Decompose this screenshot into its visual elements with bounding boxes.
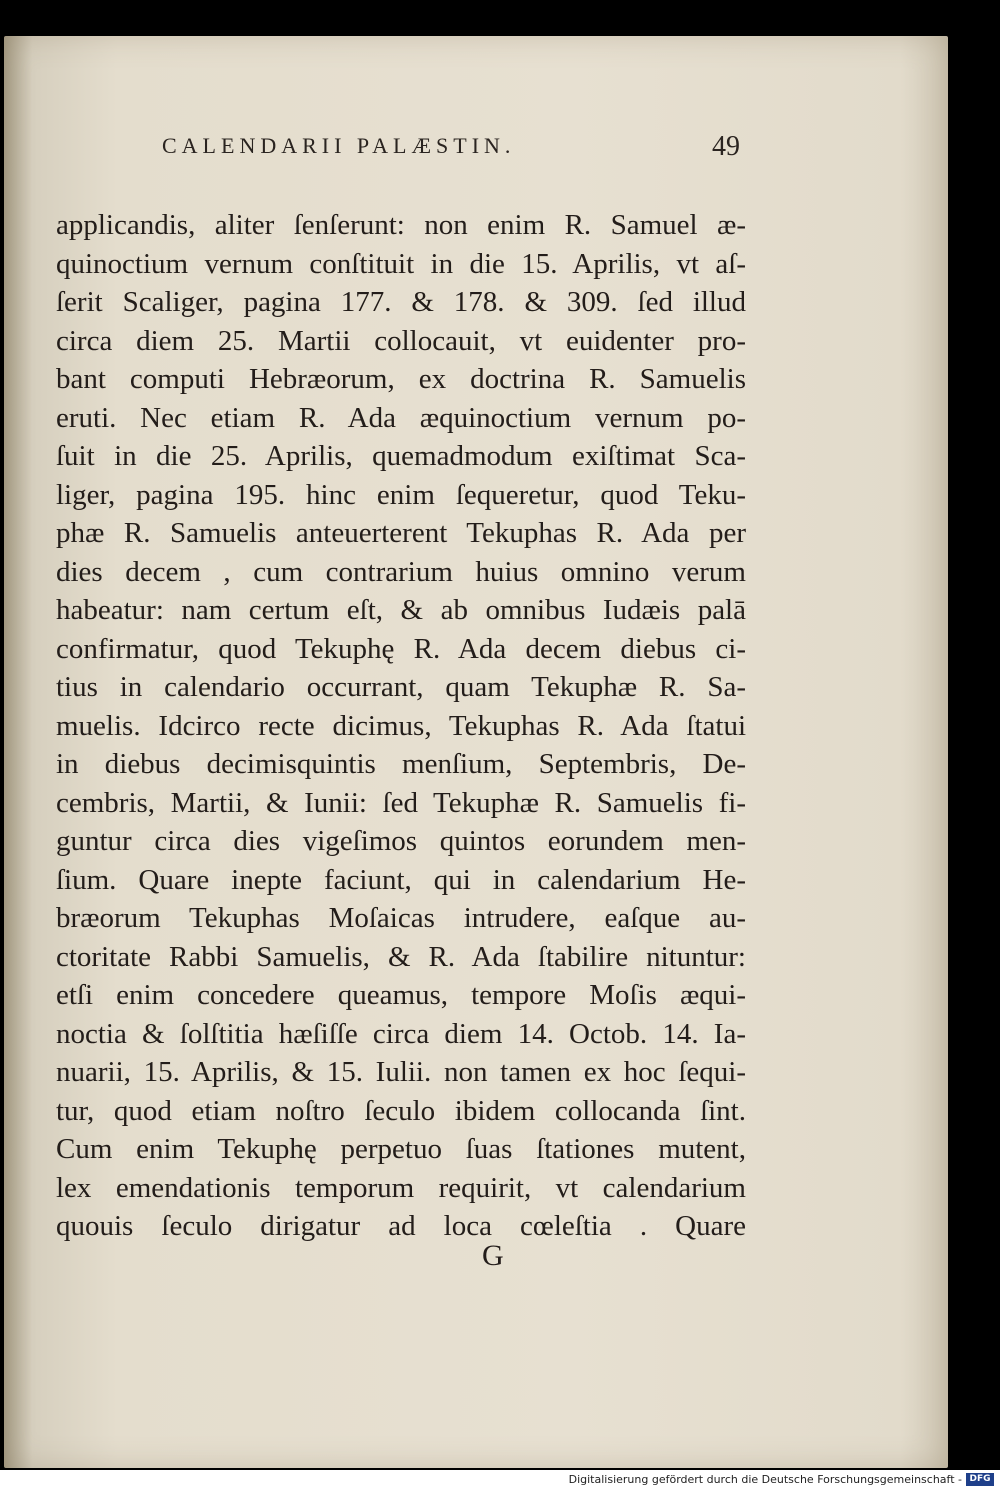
text-line: muelis. Idcirco recte dicimus, Tekuphas R. Ada ſtatui	[56, 709, 746, 742]
text-line: cembris, Martii, & Iunii: ſed Tekuphæ R. Samuelis fi-	[56, 786, 746, 819]
text-line: etſi enim concedere queamus, tempore Moſis æqui-	[56, 979, 746, 1011]
text-line: in diebus decimisquintis menſium, Septembris, De-	[56, 748, 746, 780]
page-number: 49	[712, 131, 740, 162]
funding-credit: Digitalisierung gefördert durch die Deutsche Forschungsgemeinschaft -	[568, 1473, 962, 1486]
text-line: ſium. Quare inepte faciunt, qui in calendarium He-	[56, 863, 746, 896]
text-line: nuarii, 15. Aprilis, & 15. Iulii. non tamen ex hoc ſequi-	[56, 1056, 746, 1088]
text-line: noctia & ſolſtitia hæſiſſe circa diem 14. Octob. 14. Ia-	[56, 1017, 746, 1050]
book-page	[4, 36, 948, 1468]
running-head-title: CALENDARII PALÆSTIN.	[162, 133, 516, 158]
text-line: circa diem 25. Martii collocauit, vt euidenter pro-	[56, 324, 746, 357]
body-text	[56, 206, 746, 1246]
text-line: eruti. Nec etiam R. Ada æquinoctium vernum po-	[56, 401, 746, 434]
text-line: applicandis, aliter ſenſerunt: non enim R. Samuel æ-	[56, 209, 746, 241]
text-line: quouis ſeculo dirigatur ad loca cœleſtia . Quare	[56, 1210, 746, 1242]
running-head	[154, 133, 754, 173]
text-line: Cum enim Tekuphę perpetuo ſuas ſtationes mutent,	[56, 1133, 746, 1165]
text-line: bant computi Hebræorum, ex doctrina R. Samuelis	[56, 363, 746, 395]
text-line: ſerit Scaliger, pagina 177. & 178. & 309. ſed illud	[56, 286, 746, 318]
text-line: confirmatur, quod Tekuphę R. Ada decem diebus ci-	[56, 632, 746, 665]
text-line: tius in calendario occurrant, quam Tekuphæ R. Sa-	[56, 671, 746, 703]
text-line: liger, pagina 195. hinc enim ſequeretur, quod Teku-	[56, 478, 746, 511]
text-line: quinoctium vernum conſtituit in die 15. Aprilis, vt aſ-	[56, 247, 746, 280]
text-line: guntur circa dies vigeſimos quintos eorundem men-	[56, 825, 746, 857]
text-line: ctoritate Rabbi Samuelis, & R. Ada ſtabilire nituntur:	[56, 940, 746, 973]
text-line: phæ R. Samuelis anteuerterent Tekuphas R. Ada per	[56, 517, 746, 549]
text-line: lex emendationis temporum requirit, vt calendarium	[56, 1171, 746, 1204]
text-line: ſuit in die 25. Aprilis, quemadmodum exiſtimat Sca-	[56, 440, 746, 472]
text-line: dies decem , cum contrarium huius omnino verum	[56, 555, 746, 588]
signature-mark: G	[482, 1239, 504, 1272]
dfg-logo-icon: DFG	[966, 1473, 994, 1486]
footer-bar	[0, 1470, 1000, 1490]
text-line: habeatur: nam certum eſt, & ab omnibus Iudæis palā	[56, 594, 746, 626]
text-line: tur, quod etiam noſtro ſeculo ibidem collocanda ſint.	[56, 1094, 746, 1127]
text-line: bræorum Tekuphas Moſaicas intrudere, eaſque au-	[56, 902, 746, 934]
